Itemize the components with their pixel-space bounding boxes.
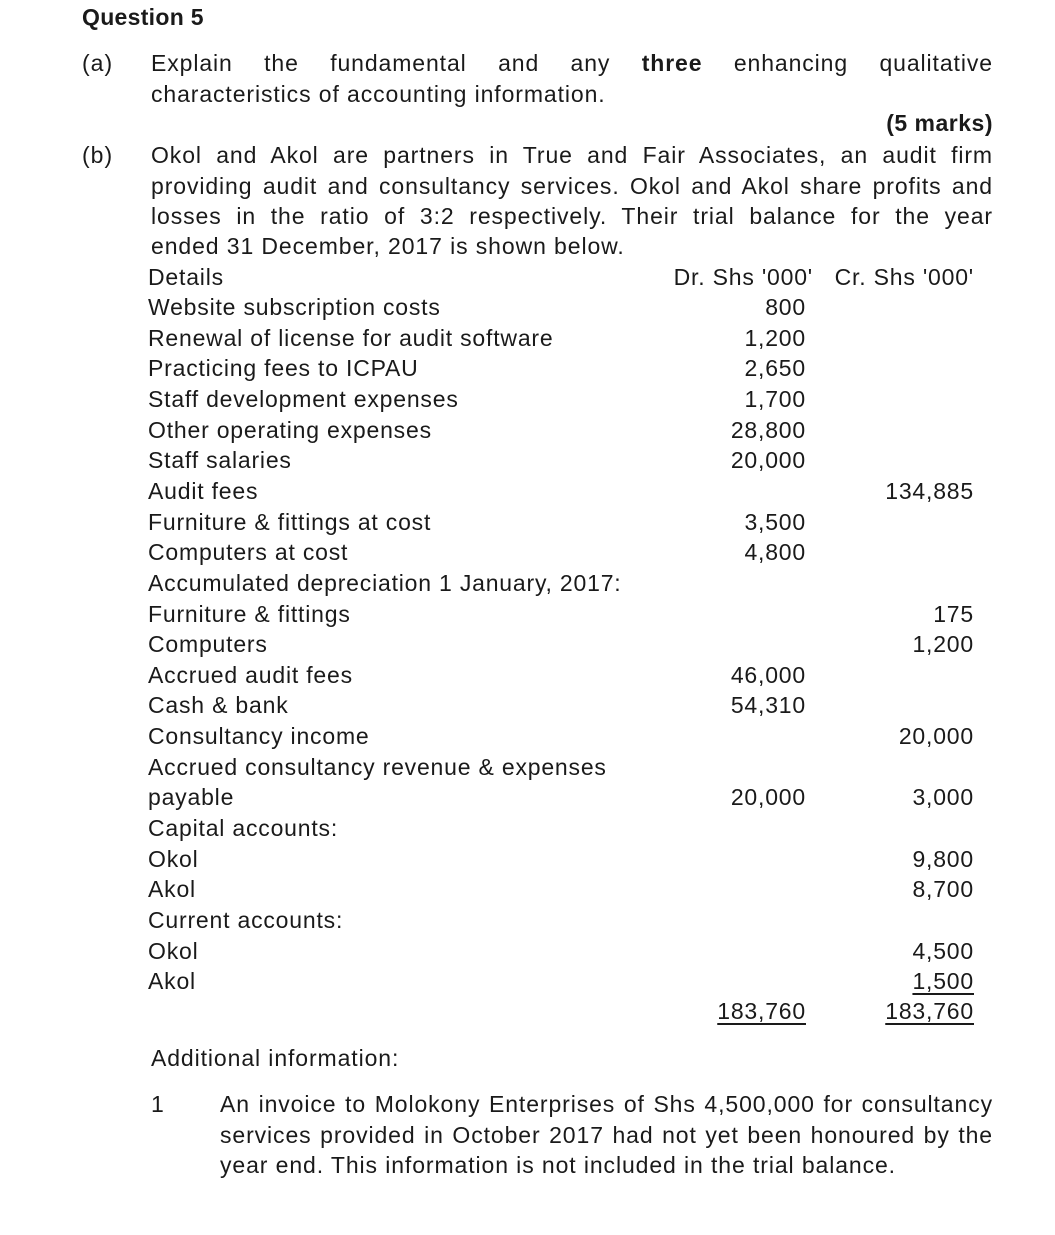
trial-balance-row [0,631,1055,661]
part-a-word: Explain [151,50,233,76]
row-cr: 9,800 [912,845,974,872]
trial-balance-row [0,662,1055,692]
trial-balance-row [0,876,1055,906]
row-details: Staff development expenses [148,385,459,412]
part-b-line-1: Okol and Akol are partners in True and Fair Associates, an audit firm [151,142,993,168]
additional-item-line-3: year end. This information is not included in the trial balance. [220,1152,896,1178]
row-cr: 175 [933,600,974,627]
part-b-line-3: losses in the ratio of 3:2 respectively. Their trial balance for the year [151,203,993,229]
row-dr: 54,310 [730,692,806,719]
trial-balance-row [0,846,1055,876]
row-dr: 1,200 [744,324,806,351]
trial-balance-row [0,447,1055,477]
part-a-word: qualitative [879,50,993,76]
additional-item-number: 1 [151,1091,165,1117]
trial-balance-row [0,723,1055,753]
part-a-word-emphasis: three [641,50,703,76]
row-details: Furniture & fittings at cost [148,508,432,535]
row-dr: 4,800 [744,539,806,566]
row-details: Furniture & fittings [148,600,351,627]
row-details: Computers [148,631,268,658]
trial-balance-row [0,539,1055,569]
total-dr: 183,760 [717,998,806,1024]
header-cr: Cr. Shs '000' [834,264,974,290]
row-details: Accumulated depreciation 1 January, 2017: [148,569,622,596]
part-a-word: enhancing [733,50,849,76]
part-a-line-2: characteristics of accounting information. [151,81,606,107]
row-details: Renewal of license for audit software [148,324,554,351]
row-dr: 2,650 [744,355,806,382]
part-a-word: any [570,50,611,76]
part-b-label: (b) [82,142,114,168]
row-details: Audit fees [148,477,259,504]
trial-balance-row [0,754,1055,784]
trial-balance-row [0,294,1055,324]
trial-balance-row [0,325,1055,355]
row-details: Staff salaries [148,447,292,474]
row-cr: 3,000 [912,784,974,811]
part-a-word: fundamental [330,50,467,76]
row-details: Current accounts: [148,907,344,933]
trial-balance-row [0,692,1055,722]
part-b-line-2: providing audit and consultancy services. Okol and Akol share profits and [151,173,993,199]
trial-balance-row [0,417,1055,447]
trial-balance-row [0,907,1055,937]
trial-balance-row [0,509,1055,539]
trial-balance-row [0,815,1055,845]
header-dr: Dr. Shs '000' [673,264,813,290]
part-a-word: the [264,50,299,76]
additional-item-line-1: An invoice to Molokony Enterprises of Shs 4,500,000 for consultancy [220,1091,993,1117]
row-cr: 20,000 [898,723,974,750]
row-dr: 1,700 [744,385,806,412]
row-details: Akol [148,968,196,995]
question-title: Question 5 [82,4,204,30]
row-cr: 134,885 [885,477,974,504]
row-details: Website subscription costs [148,294,441,320]
part-a-marks: (5 marks) [886,110,993,136]
trial-balance-row [0,968,1055,998]
row-details: Akol [148,876,196,903]
row-dr: 3,500 [744,508,806,535]
row-details: Other operating expenses [148,416,432,443]
header-details: Details [148,264,224,290]
row-details: Accrued consultancy revenue & expenses [148,753,607,780]
row-dr: 20,000 [730,447,806,474]
part-a-word: and [498,50,540,76]
trial-balance-header [0,264,1055,294]
trial-balance-row [0,938,1055,968]
row-dr: 28,800 [730,416,806,443]
total-cr: 183,760 [885,998,974,1024]
row-details: Capital accounts: [148,815,339,842]
additional-item-line-2: services provided in October 2017 had not yet been honoured by the [220,1122,993,1148]
row-details: Cash & bank [148,692,289,719]
row-details: payable [148,784,235,811]
row-details: Okol [148,937,199,964]
row-details: Consultancy income [148,723,370,750]
trial-balance-row [0,386,1055,416]
row-details: Practicing fees to ICPAU [148,355,419,382]
row-cr: 1,500 [912,968,974,995]
row-cr: 1,200 [912,631,974,658]
row-dr: 800 [765,294,806,320]
row-cr: 4,500 [912,937,974,964]
row-cr: 8,700 [912,876,974,903]
trial-balance-row [0,784,1055,814]
trial-balance-row [0,478,1055,508]
row-dr: 20,000 [730,784,806,811]
trial-balance-row [0,570,1055,600]
part-a-label: (a) [82,50,114,76]
trial-balance-row [0,355,1055,385]
row-details: Computers at cost [148,539,349,566]
trial-balance-row [0,601,1055,631]
row-dr: 46,000 [730,661,806,688]
trial-balance-totals [0,998,1055,1028]
additional-info-heading: Additional information: [151,1045,400,1071]
part-a-line-1 [151,48,993,79]
row-details: Okol [148,845,199,872]
part-b-line-4: ended 31 December, 2017 is shown below. [151,233,625,259]
row-details: Accrued audit fees [148,661,353,688]
